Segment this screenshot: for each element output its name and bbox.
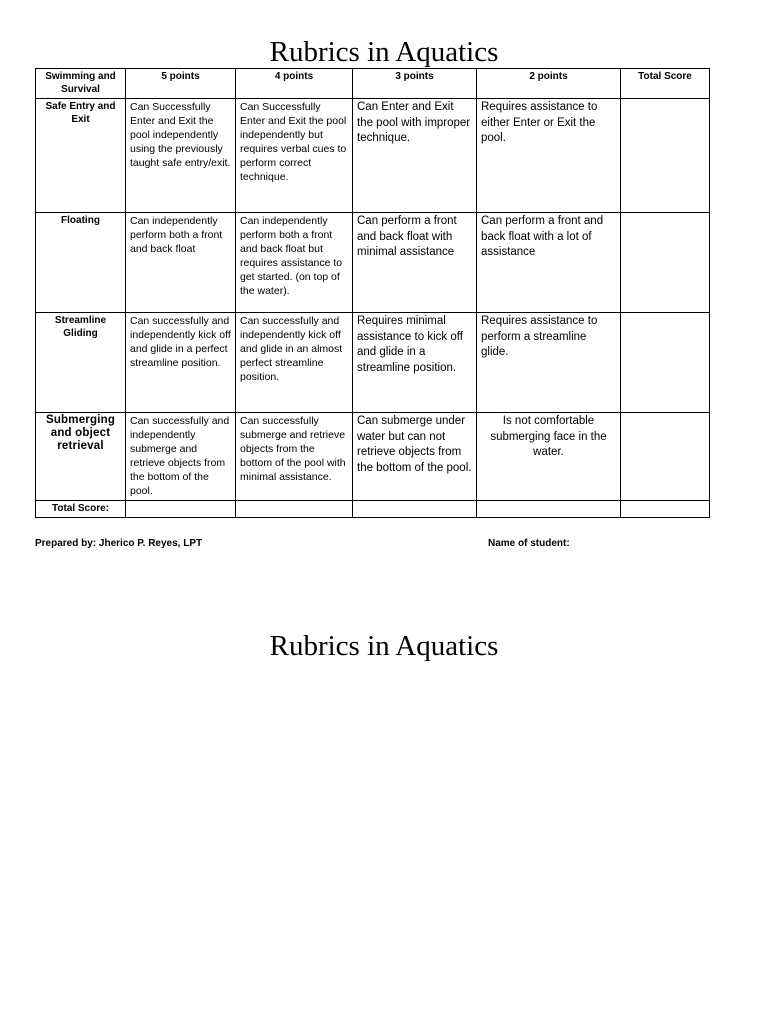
total-cell — [477, 501, 621, 518]
cell-total-score — [621, 99, 710, 213]
cell-total-score — [621, 213, 710, 313]
total-score-label: Total Score: — [36, 501, 126, 518]
table-header-row — [36, 69, 710, 99]
cell-total-score — [621, 313, 710, 413]
cell-2-points: Requires assistance to either Enter or Exit the pool. — [477, 99, 621, 213]
table-row — [36, 213, 710, 313]
cell-4-points: Can successfully submerge and retrieve objects from the bottom of the pool with minimal assistance. — [236, 413, 353, 501]
cell-total-score — [621, 413, 710, 501]
cell-2-points: Requires assistance to perform a streamline glide. — [477, 313, 621, 413]
cell-5-points: Can Successfully Enter and Exit the pool independently using the previously taught safe entry/exit. — [126, 99, 236, 213]
cell-2-points: Is not comfortable submerging face in the water. — [477, 413, 621, 501]
header-2-points: 2 points — [477, 69, 621, 99]
cell-3-points: Can submerge under water but can not retrieve objects from the bottom of the pool. — [353, 413, 477, 501]
page-title: Rubrics in Aquatics — [269, 36, 499, 68]
cell-5-points: Can successfully and independently submerge and retrieve objects from the bottom of the pool. — [126, 413, 236, 501]
header-5-points: 5 points — [126, 69, 236, 99]
table-row — [36, 313, 710, 413]
criterion-cell: Streamline Gliding — [36, 313, 126, 413]
header-criteria: Swimming and Survival — [36, 69, 126, 99]
cell-5-points: Can successfully and independently kick off and glide in a perfect streamline position. — [126, 313, 236, 413]
header-3-points: 3 points — [353, 69, 477, 99]
total-cell — [621, 501, 710, 518]
table-row — [36, 413, 710, 501]
prepared-by-label: Prepared by: Jherico P. Reyes, LPT — [35, 538, 203, 549]
cell-3-points: Requires minimal assistance to kick off and glide in a streamline position. — [353, 313, 477, 413]
cell-4-points: Can successfully and independently kick off and glide in an almost perfect streamline position. — [236, 313, 353, 413]
cell-5-points: Can independently perform both a front and back float — [126, 213, 236, 313]
total-score-row — [36, 501, 710, 518]
page-title-repeat: Rubrics in Aquatics — [269, 630, 499, 662]
criterion-cell: Submerging and object retrieval — [36, 413, 126, 501]
header-4-points: 4 points — [236, 69, 353, 99]
cell-4-points: Can independently perform both a front and back float but requires assistance to get started. (on top of the water). — [236, 213, 353, 313]
table-row — [36, 99, 710, 213]
student-name-label: Name of student: — [488, 538, 570, 549]
criterion-cell: Safe Entry and Exit — [36, 99, 126, 213]
header-total-score: Total Score — [621, 69, 710, 99]
cell-3-points: Can Enter and Exit the pool with improper technique. — [353, 99, 477, 213]
criterion-cell: Floating — [36, 213, 126, 313]
cell-2-points: Can perform a front and back float with a lot of assistance — [477, 213, 621, 313]
rubric-table — [35, 68, 710, 518]
total-cell — [353, 501, 477, 518]
total-cell — [236, 501, 353, 518]
total-cell — [126, 501, 236, 518]
cell-4-points: Can Successfully Enter and Exit the pool independently but requires verbal cues to perform correct technique. — [236, 99, 353, 213]
cell-3-points: Can perform a front and back float with minimal assistance — [353, 213, 477, 313]
